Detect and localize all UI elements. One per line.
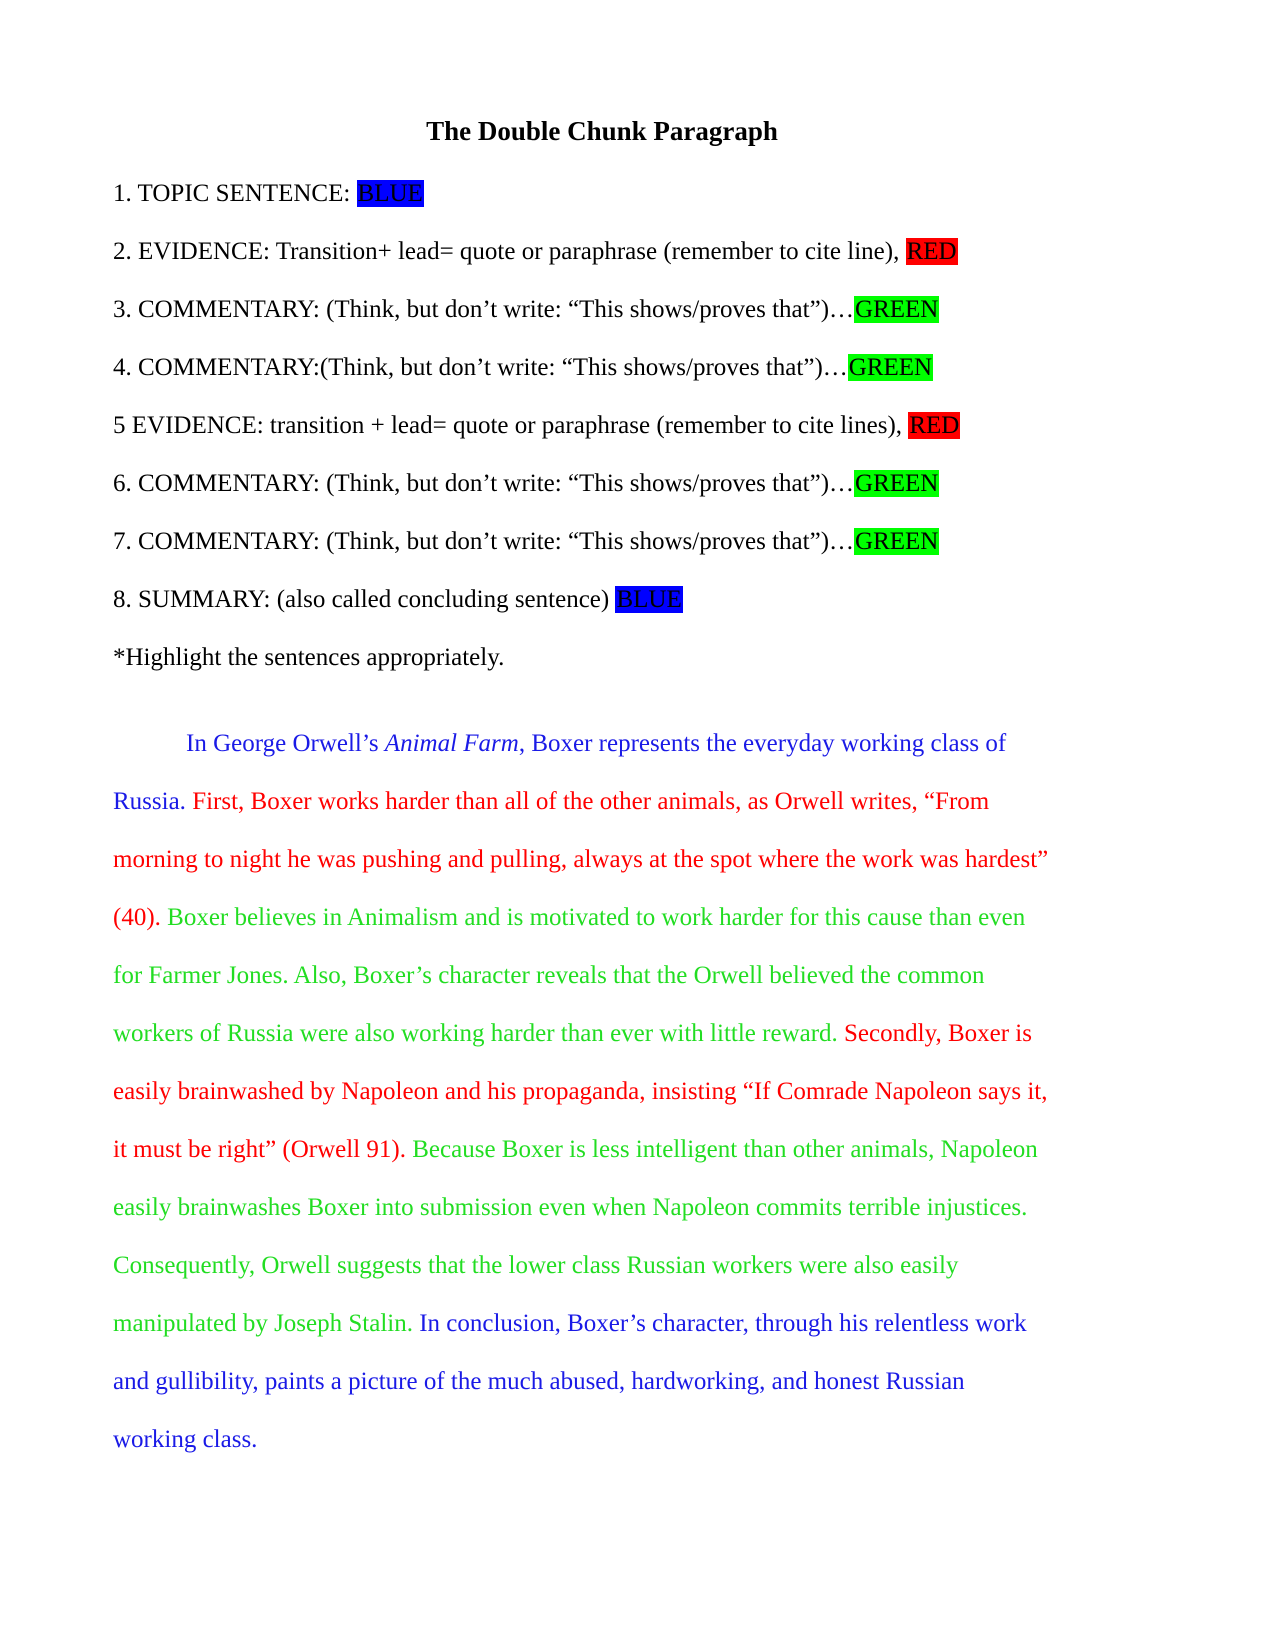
step-label: 7. COMMENTARY: (Think, but don’t write: “This shows/proves that”)… (113, 528, 855, 555)
step-label: 3. COMMENTARY: (Think, but don’t write: “This shows/proves that”)… (113, 296, 855, 323)
topic-sentence-text: In George Orwell’s (186, 730, 385, 757)
color-tag-green: GREEN (855, 470, 939, 497)
evidence-text: morning to night he was pushing and pulling, always at the spot where the work was hardest” (113, 846, 1049, 873)
commentary-text: workers of Russia were also working harder than ever with little reward. (113, 1020, 845, 1047)
color-tag-red: RED (909, 412, 960, 439)
paragraph-line (113, 902, 1025, 934)
evidence-text: (40). (113, 904, 168, 931)
paragraph-line (113, 844, 1048, 876)
step-label: 5 EVIDENCE: transition + lead= quote or paraphrase (remember to cite lines), (113, 412, 909, 439)
highlight-instruction: *Highlight the sentences appropriately. (113, 644, 505, 671)
summary-text: In conclusion, Boxer’s character, through his relentless work (419, 1310, 1027, 1337)
color-tag-green: GREEN (848, 354, 933, 381)
summary-text: working class. (113, 1426, 258, 1453)
paragraph-line (113, 1192, 1027, 1224)
commentary-text: easily brainwashes Boxer into submission even when Napoleon commits terrible injustices. (113, 1194, 1028, 1221)
step-6-commentary (113, 468, 939, 500)
step-1-topic-sentence (113, 178, 424, 210)
step-label: 1. TOPIC SENTENCE: (113, 180, 357, 207)
color-tag-red: RED (906, 238, 957, 265)
paragraph-line (113, 1134, 1038, 1166)
step-label: 2. EVIDENCE: Transition+ lead= quote or paraphrase (remember to cite line), (113, 238, 906, 265)
step-4-commentary (113, 352, 933, 384)
step-5-evidence (113, 410, 960, 442)
topic-sentence-text: Russia. (113, 788, 193, 815)
step-label: 8. SUMMARY: (also called concluding sentence) (113, 586, 616, 613)
step-label: 6. COMMENTARY: (Think, but don’t write: “This shows/proves that”)… (113, 470, 855, 497)
paragraph-line (113, 1308, 1027, 1340)
commentary-text: Boxer believes in Animalism and is motivated to work harder for this cause than even (167, 904, 1026, 931)
summary-text: and gullibility, paints a picture of the much abused, hardworking, and honest Russian (113, 1368, 965, 1395)
paragraph-line (113, 1018, 1032, 1050)
evidence-text: it must be right” (Orwell 91). (113, 1136, 413, 1163)
step-7-commentary (113, 526, 939, 558)
step-label: 4. COMMENTARY:(Think, but don’t write: “This shows/proves that”)… (113, 354, 848, 381)
evidence-text: First, Boxer works harder than all of the other animals, as Orwell writes, “From (192, 788, 990, 815)
step-3-commentary (113, 294, 939, 326)
step-8-summary (113, 584, 683, 616)
paragraph-line (113, 1076, 1048, 1108)
commentary-text: manipulated by Joseph Stalin. (113, 1310, 420, 1337)
color-tag-blue: BLUE (357, 180, 423, 207)
paragraph-line (113, 786, 989, 818)
color-tag-green: GREEN (855, 296, 939, 323)
topic-sentence-text: , Boxer represents the everyday working class of (518, 730, 1007, 757)
commentary-text: Consequently, Orwell suggests that the lower class Russian workers were also easily (113, 1252, 959, 1279)
evidence-text: easily brainwashed by Napoleon and his propaganda, insisting “If Comrade Napoleon says it, (113, 1078, 1048, 1105)
paragraph-line (113, 1366, 965, 1398)
commentary-text: Because Boxer is less intelligent than other animals, Napoleon (412, 1136, 1038, 1163)
paragraph-line (113, 1424, 257, 1456)
book-title-text: Animal Farm (384, 730, 519, 757)
color-tag-green: GREEN (855, 528, 939, 555)
commentary-text: for Farmer Jones. Also, Boxer’s character reveals that the Orwell believed the common (113, 962, 985, 989)
evidence-text: Secondly, Boxer is (844, 1020, 1032, 1047)
page-title: The Double Chunk Paragraph (426, 116, 778, 146)
paragraph-line (113, 960, 984, 992)
color-tag-blue: BLUE (616, 586, 682, 613)
step-2-evidence (113, 236, 958, 268)
paragraph-line (113, 1250, 958, 1282)
paragraph-line (186, 728, 1006, 760)
